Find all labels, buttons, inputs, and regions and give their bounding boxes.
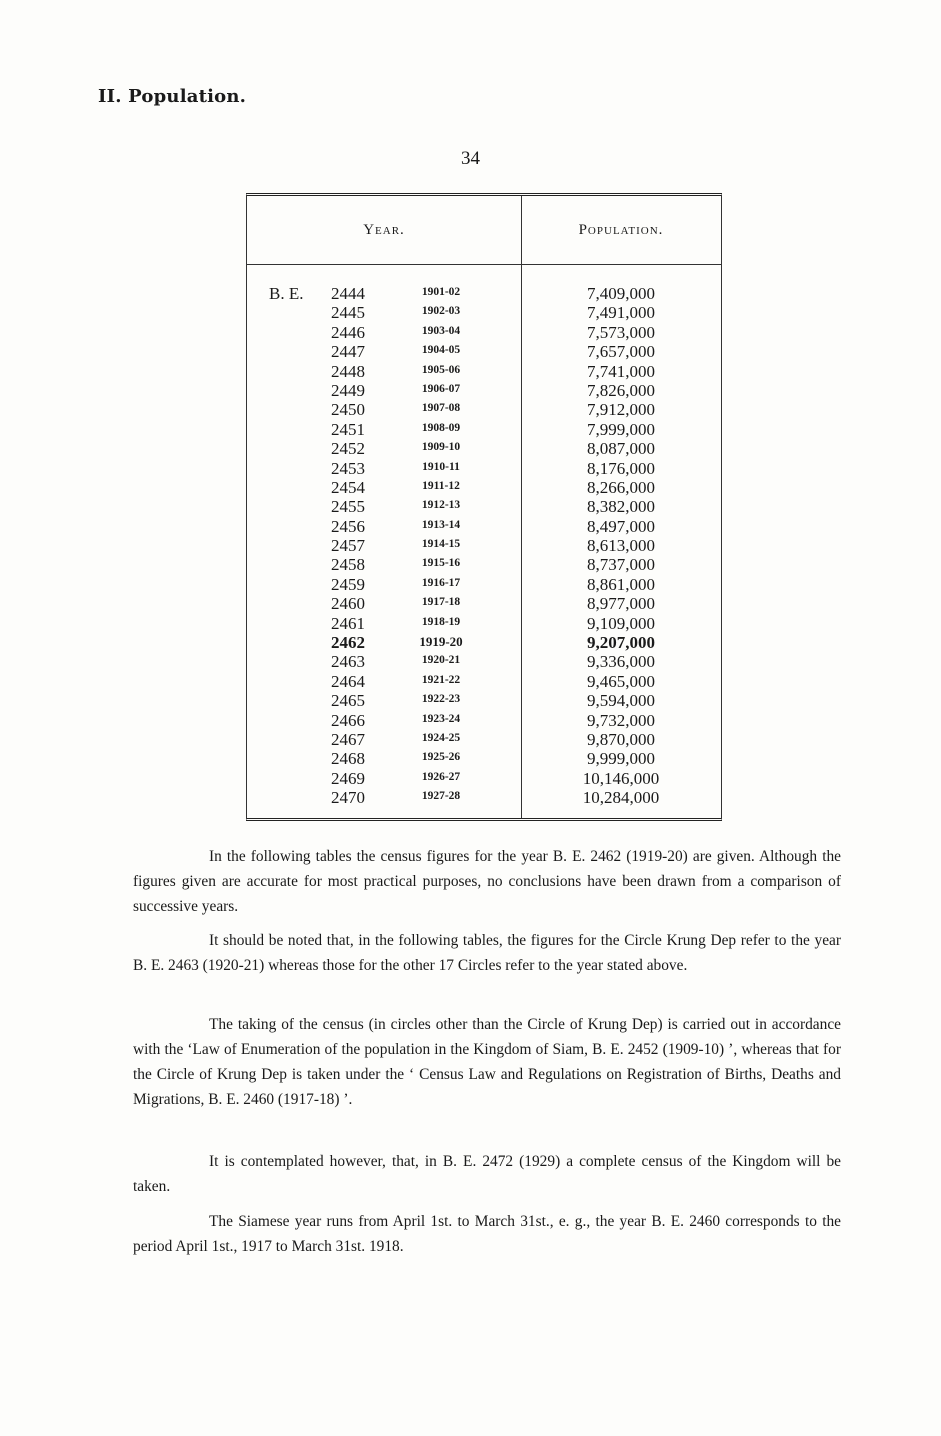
table-row: [247, 614, 721, 633]
be-year-cell: 2457: [331, 536, 365, 556]
table-body: [247, 284, 721, 808]
population-cell: 9,207,000: [587, 633, 655, 653]
ce-year-cell: 1902-03: [421, 305, 461, 318]
paragraph-5: [133, 1209, 841, 1259]
be-year-cell: 2451: [331, 419, 365, 439]
be-year-cell: 2460: [331, 594, 365, 614]
ce-year-cell: 1914-15: [421, 538, 461, 551]
table-row: [247, 420, 721, 439]
ce-year-cell: 1915-16: [421, 557, 461, 570]
population-cell: 8,087,000: [587, 439, 655, 459]
ce-year-cell: 1908-09: [421, 421, 461, 434]
paragraph-1: [133, 844, 841, 919]
population-cell: 7,912,000: [587, 400, 655, 420]
be-year-cell: 2462: [331, 633, 365, 653]
ce-year-cell: 1905-06: [421, 363, 461, 376]
be-year-cell: 2445: [331, 303, 365, 323]
table-row: [247, 749, 721, 768]
table-row: [247, 555, 721, 574]
table-row: [247, 478, 721, 497]
ce-year-cell: 1926-27: [421, 770, 461, 783]
be-year-cell: 2470: [331, 788, 365, 808]
table-row: [247, 672, 721, 691]
be-year-cell: 2461: [331, 613, 365, 633]
ce-year-cell: 1919-20: [419, 634, 463, 650]
population-cell: 10,146,000: [582, 768, 660, 788]
population-cell: 7,491,000: [587, 303, 655, 323]
population-cell: 8,613,000: [587, 536, 655, 556]
be-year-cell: 2453: [331, 458, 365, 478]
be-year-cell: 2459: [331, 574, 365, 594]
population-cell: 8,382,000: [587, 497, 655, 517]
be-year-cell: 2452: [331, 439, 365, 459]
table-row: [247, 536, 721, 555]
ce-year-cell: 1907-08: [421, 402, 461, 415]
table-row: [247, 323, 721, 342]
be-year-cell: 2446: [331, 322, 365, 342]
paragraph-text: It should be noted that, in the following tables, the figures for the Circle Krung Dep refer to the year B. E. 2463 (1920-21) whereas those for the other 17 Circles refer to the year stated above.: [133, 932, 841, 974]
paragraph-text: It is contemplated however, that, in B. E. 2472 (1929) a complete census of the Kingdom will be taken.: [133, 1153, 841, 1195]
be-year-cell: 2468: [331, 749, 365, 769]
be-year-cell: 2458: [331, 555, 365, 575]
population-cell: 8,737,000: [587, 555, 655, 575]
paragraph-text: In the following tables the census figures for the year B. E. 2462 (1919-20) are given. Although the figures given are accurate for most practical purposes, no conclusions have been drawn from a comparison of successive years.: [133, 848, 841, 915]
population-cell: 8,977,000: [587, 594, 655, 614]
paragraph-text: The Siamese year runs from April 1st. to March 31st., e. g., the year B. E. 2460 corresponds to the period April 1st., 1917 to March 31st. 1918.: [133, 1213, 841, 1255]
population-cell: 8,497,000: [587, 516, 655, 536]
ce-year-cell: 1910-11: [422, 460, 460, 473]
ce-year-cell: 1922-23: [421, 693, 461, 706]
paragraph-text: The taking of the census (in circles other than the Circle of Krung Dep) is carried out in accordance with the ‘Law of Enumeration of the population in the Kingdom of Siam, B. E. 2452 (1909-10) ’, whereas that for the Circle of Krung Dep is taken under the ‘ Census Law and Regulations on Registration of Births, Deaths and Migrations, B. E. 2460 (1917-18) ’.: [133, 1016, 841, 1108]
ce-year-cell: 1925-26: [421, 751, 461, 764]
be-year-cell: 2463: [331, 652, 365, 672]
table-row: [247, 769, 721, 788]
header-rule: [247, 264, 721, 265]
table-row: [247, 730, 721, 749]
be-year-cell: 2448: [331, 361, 365, 381]
table-row: [247, 400, 721, 419]
table-row: [247, 459, 721, 478]
population-cell: 9,732,000: [587, 710, 655, 730]
ce-year-cell: 1904-05: [421, 344, 461, 357]
ce-year-cell: 1916-17: [421, 576, 461, 589]
ce-year-cell: 1912-13: [421, 499, 461, 512]
population-cell: 8,176,000: [587, 458, 655, 478]
table-row: [247, 652, 721, 671]
population-cell: 9,870,000: [587, 729, 655, 749]
table-row: [247, 284, 721, 303]
be-year-cell: 2447: [331, 342, 365, 362]
be-year-cell: 2467: [331, 729, 365, 749]
population-table: [246, 193, 722, 821]
ce-year-cell: 1921-22: [421, 673, 461, 686]
table-row: [247, 575, 721, 594]
be-year-cell: 2450: [331, 400, 365, 420]
ce-year-cell: 1923-24: [421, 712, 461, 725]
population-cell: 10,284,000: [582, 788, 660, 808]
ce-year-cell: 1924-25: [421, 731, 461, 744]
page-number: 34: [461, 148, 480, 169]
be-year-cell: 2466: [331, 710, 365, 730]
population-cell: 7,741,000: [587, 361, 655, 381]
ce-year-cell: 1917-18: [421, 596, 461, 609]
paragraph-2: [133, 928, 841, 978]
be-year-cell: 2465: [331, 691, 365, 711]
table-row: [247, 633, 721, 652]
population-cell: 7,826,000: [587, 380, 655, 400]
be-prefix: B. E.: [269, 284, 304, 303]
be-year-cell: 2464: [331, 671, 365, 691]
be-year-cell: 2449: [331, 380, 365, 400]
ce-year-cell: 1911-12: [422, 479, 460, 492]
be-year-cell: 2455: [331, 497, 365, 517]
population-cell: 8,266,000: [587, 477, 655, 497]
population-cell: 7,657,000: [587, 342, 655, 362]
table-row: [247, 788, 721, 807]
population-cell: 8,861,000: [587, 574, 655, 594]
table-row: [247, 342, 721, 361]
table-row: [247, 497, 721, 516]
be-year-cell: 2469: [331, 768, 365, 788]
population-cell: 9,594,000: [587, 691, 655, 711]
table-row: [247, 594, 721, 613]
paragraph-4: [133, 1149, 841, 1199]
ce-year-cell: 1901-02: [421, 286, 461, 298]
ce-year-cell: 1918-19: [421, 615, 461, 628]
ce-year-cell: 1909-10: [421, 441, 461, 454]
table-row: [247, 381, 721, 400]
table-row: [247, 303, 721, 322]
be-year-cell: 2444: [331, 284, 365, 303]
year-column-header: Year.: [363, 222, 405, 238]
ce-year-cell: 1913-14: [421, 518, 461, 531]
table-row: [247, 362, 721, 381]
table-row: [247, 517, 721, 536]
section-heading: II. Population.: [98, 86, 247, 107]
population-column-header: Population.: [578, 222, 664, 238]
ce-year-cell: 1903-04: [421, 324, 461, 337]
population-cell: 7,409,000: [587, 284, 655, 303]
population-cell: 9,465,000: [587, 671, 655, 691]
table-row: [247, 691, 721, 710]
paragraph-3: [133, 1012, 841, 1112]
population-cell: 9,999,000: [587, 749, 655, 769]
table-row: [247, 711, 721, 730]
population-cell: 9,109,000: [587, 613, 655, 633]
be-year-cell: 2454: [331, 477, 365, 497]
ce-year-cell: 1920-21: [421, 654, 461, 667]
population-cell: 7,999,000: [587, 419, 655, 439]
be-year-cell: 2456: [331, 516, 365, 536]
ce-year-cell: 1906-07: [421, 382, 461, 395]
population-cell: 9,336,000: [587, 652, 655, 672]
table-row: [247, 439, 721, 458]
ce-year-cell: 1927-28: [421, 790, 461, 803]
population-cell: 7,573,000: [587, 322, 655, 342]
